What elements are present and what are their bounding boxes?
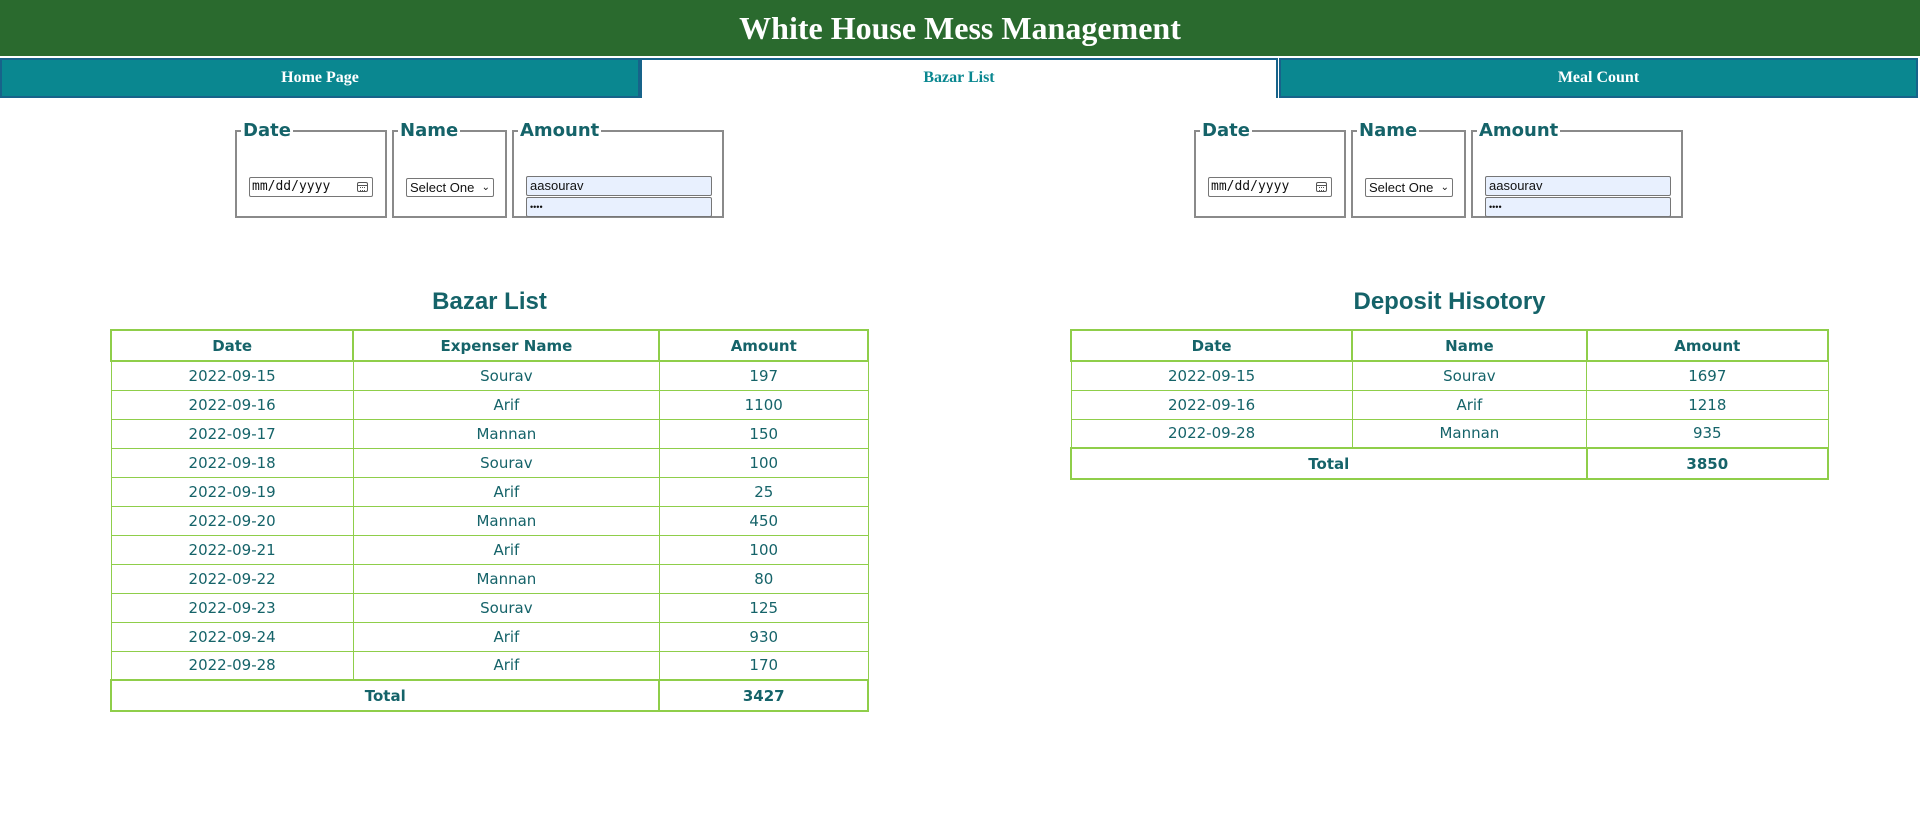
date-cell: 2022-09-20 xyxy=(111,506,353,535)
date-legend: Date xyxy=(243,120,291,141)
input-value: •••• xyxy=(530,202,543,212)
table-row xyxy=(111,535,868,564)
name-legend: Name xyxy=(1359,120,1418,141)
tab-label: Home Page xyxy=(281,69,359,86)
name-fieldset-left xyxy=(392,120,507,218)
bazar-table xyxy=(110,329,869,712)
tab-bazar-list[interactable] xyxy=(640,58,1278,98)
name-legend: Name xyxy=(400,120,459,141)
name-cell: Arif xyxy=(353,622,659,651)
date-cell: 2022-09-18 xyxy=(111,448,353,477)
amount-cell: 100 xyxy=(659,448,868,477)
date-cell: 2022-09-16 xyxy=(1071,390,1352,419)
date-placeholder: mm/dd/yyyy xyxy=(1211,179,1290,194)
name-cell: Arif xyxy=(353,535,659,564)
column-header: Amount xyxy=(1587,330,1828,361)
date-cell: 2022-09-21 xyxy=(111,535,353,564)
date-fieldset-right xyxy=(1194,120,1346,218)
table-row xyxy=(111,593,868,622)
bazar-list-title: Bazar List xyxy=(432,288,547,315)
name-cell: Arif xyxy=(353,651,659,680)
name-cell: Mannan xyxy=(1352,419,1586,448)
amount-cell: 25 xyxy=(659,477,868,506)
tab-home-page[interactable] xyxy=(0,58,640,98)
date-input-right[interactable] xyxy=(1208,177,1332,197)
date-cell: 2022-09-19 xyxy=(111,477,353,506)
date-cell: 2022-09-16 xyxy=(111,390,353,419)
total-label: Total xyxy=(111,680,659,711)
username-input-left[interactable] xyxy=(526,176,712,196)
select-value: Select One xyxy=(1369,180,1434,195)
tab-label: Bazar List xyxy=(923,69,995,86)
select-value: Select One xyxy=(410,180,475,195)
name-select-left[interactable] xyxy=(406,178,494,197)
date-input-left[interactable] xyxy=(249,177,373,197)
tab-meal-count[interactable] xyxy=(1279,58,1918,98)
amount-cell: 930 xyxy=(659,622,868,651)
name-cell: Sourav xyxy=(353,593,659,622)
amount-fieldset-left xyxy=(512,120,724,218)
password-input-right[interactable] xyxy=(1485,197,1671,217)
date-cell: 2022-09-24 xyxy=(111,622,353,651)
table-row xyxy=(1071,390,1828,419)
date-fieldset-left xyxy=(235,120,387,218)
amount-cell: 80 xyxy=(659,564,868,593)
password-input-left[interactable] xyxy=(526,197,712,217)
chevron-down-icon: ⌄ xyxy=(481,182,490,193)
total-value: 3427 xyxy=(659,680,868,711)
amount-cell: 150 xyxy=(659,419,868,448)
column-header: Date xyxy=(111,330,353,361)
date-cell: 2022-09-23 xyxy=(111,593,353,622)
table-row xyxy=(111,651,868,680)
table-row xyxy=(111,564,868,593)
name-cell: Mannan xyxy=(353,506,659,535)
chevron-down-icon: ⌄ xyxy=(1440,182,1449,193)
date-cell: 2022-09-15 xyxy=(1071,361,1352,390)
name-cell: Sourav xyxy=(1352,361,1586,390)
amount-cell: 1697 xyxy=(1587,361,1828,390)
input-value: aasourav xyxy=(1489,178,1543,193)
table-row xyxy=(111,419,868,448)
input-value: aasourav xyxy=(530,178,584,193)
date-cell: 2022-09-17 xyxy=(111,419,353,448)
table-row xyxy=(111,448,868,477)
date-cell: 2022-09-22 xyxy=(111,564,353,593)
amount-cell: 450 xyxy=(659,506,868,535)
name-cell: Arif xyxy=(353,477,659,506)
amount-cell: 170 xyxy=(659,651,868,680)
table-row xyxy=(111,622,868,651)
amount-legend: Amount xyxy=(520,120,600,141)
amount-cell: 935 xyxy=(1587,419,1828,448)
username-input-right[interactable] xyxy=(1485,176,1671,196)
total-row xyxy=(1071,448,1828,479)
total-row xyxy=(111,680,868,711)
total-label: Total xyxy=(1071,448,1587,479)
name-select-right[interactable] xyxy=(1365,178,1453,197)
name-cell: Arif xyxy=(1352,390,1586,419)
column-header: Amount xyxy=(659,330,868,361)
app-title: White House Mess Management xyxy=(739,10,1181,46)
name-cell: Arif xyxy=(353,390,659,419)
amount-fieldset-right xyxy=(1471,120,1683,218)
date-placeholder: mm/dd/yyyy xyxy=(252,179,331,194)
app-header xyxy=(0,0,1920,56)
deposit-history-title: Deposit Hisotory xyxy=(1353,288,1546,315)
column-header: Name xyxy=(1352,330,1586,361)
column-header: Expenser Name xyxy=(353,330,659,361)
amount-cell: 1218 xyxy=(1587,390,1828,419)
calendar-icon[interactable] xyxy=(1316,182,1327,192)
table-header-row xyxy=(111,330,868,361)
tab-label: Meal Count xyxy=(1557,69,1640,86)
input-value: •••• xyxy=(1489,202,1502,212)
table-row xyxy=(1071,361,1828,390)
date-cell: 2022-09-28 xyxy=(1071,419,1352,448)
table-row xyxy=(111,506,868,535)
deposit-table xyxy=(1070,329,1829,480)
table-row xyxy=(111,390,868,419)
amount-legend: Amount xyxy=(1479,120,1559,141)
table-row xyxy=(111,361,868,390)
amount-cell: 100 xyxy=(659,535,868,564)
total-value: 3850 xyxy=(1587,448,1828,479)
name-cell: Mannan xyxy=(353,564,659,593)
date-cell: 2022-09-15 xyxy=(111,361,353,390)
amount-cell: 125 xyxy=(659,593,868,622)
date-legend: Date xyxy=(1202,120,1250,141)
name-cell: Sourav xyxy=(353,361,659,390)
table-header-row xyxy=(1071,330,1828,361)
table-row xyxy=(111,477,868,506)
date-cell: 2022-09-28 xyxy=(111,651,353,680)
amount-cell: 1100 xyxy=(659,390,868,419)
column-header: Date xyxy=(1071,330,1352,361)
name-cell: Sourav xyxy=(353,448,659,477)
calendar-icon[interactable] xyxy=(357,182,368,192)
name-cell: Mannan xyxy=(353,419,659,448)
table-row xyxy=(1071,419,1828,448)
amount-cell: 197 xyxy=(659,361,868,390)
name-fieldset-right xyxy=(1351,120,1466,218)
